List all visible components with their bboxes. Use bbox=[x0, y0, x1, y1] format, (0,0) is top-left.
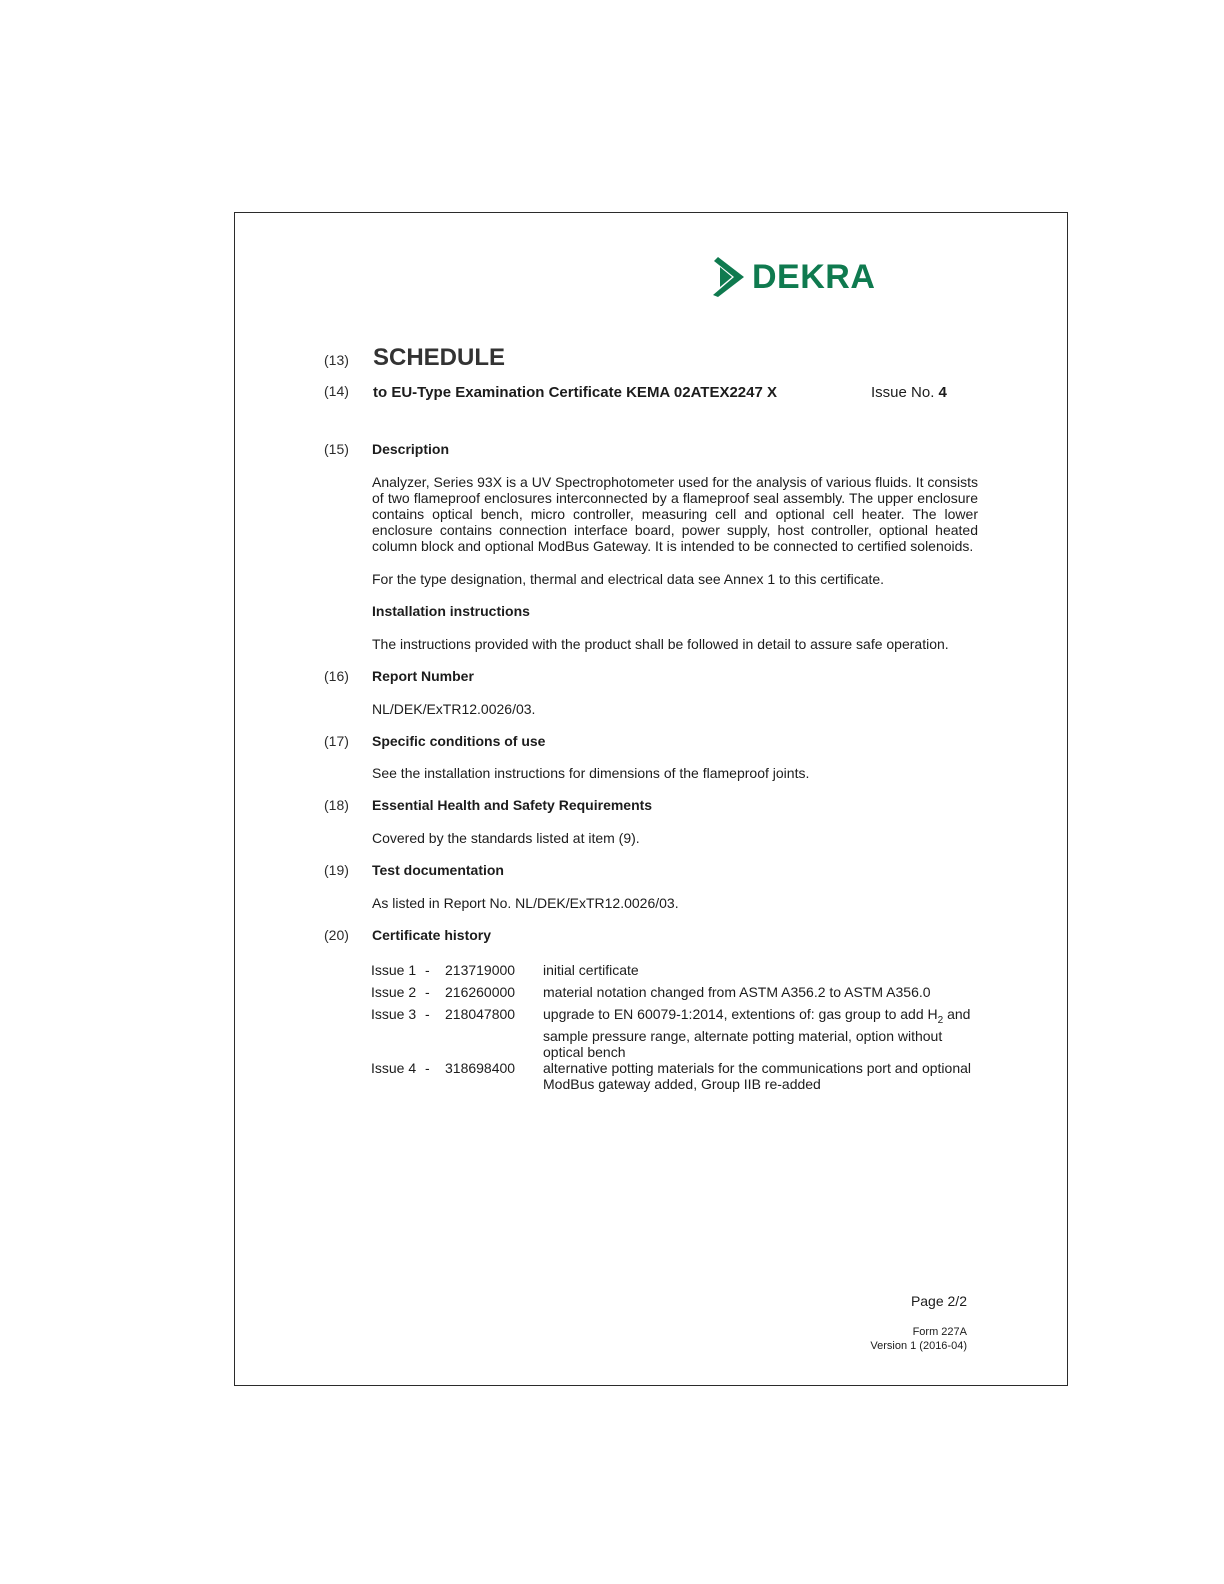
dekra-logo-text: DEKRA bbox=[752, 257, 876, 296]
form-number: Form 227A bbox=[912, 1326, 967, 1338]
history-description: material notation changed from ASTM A356.2 to ASTM A356.0 bbox=[543, 983, 931, 1000]
history-issue: Issue 4 bbox=[371, 1060, 417, 1077]
conditions-heading: Specific conditions of use bbox=[372, 733, 546, 749]
history-dash: - bbox=[425, 983, 430, 1000]
history-number: 216260000 bbox=[445, 983, 516, 1000]
description-text: Analyzer, Series 93X is a UV Spectrophotometer used for the analysis of various fluids. It consists of two flameproof enclosures interconnected by a flameproof seal assembly. The upper enclosure contains optical bench, micro controller, measuring cell and optional cell heater. The lower enclosure contains connection interface board, power supply, host controller, optional heated column block and optional ModBus Gateway. It is intended to be connected to certified solenoids. bbox=[372, 474, 978, 554]
item-number-18: (18) bbox=[324, 797, 349, 813]
history-description: upgrade to EN 60079-1:2014, extentions of: gas group to add $H_2$ and sample pressure range, alternate potting material, option without optical bench bbox=[543, 1005, 971, 1061]
history-issue: Issue 1 bbox=[371, 962, 417, 978]
issue-label: Issue No. bbox=[871, 384, 935, 401]
history-row bbox=[371, 1006, 981, 1061]
certificate-history-heading: Certificate history bbox=[372, 927, 492, 943]
ehsr-heading: Essential Health and Safety Requirements bbox=[372, 797, 653, 813]
item-number-17: (17) bbox=[324, 733, 349, 749]
ehsr-text: Covered by the standards listed at item (9). bbox=[372, 830, 640, 846]
history-description: initial certificate bbox=[543, 962, 639, 978]
item-number-20: (20) bbox=[324, 927, 349, 943]
description-heading: Description bbox=[372, 441, 450, 457]
history-row bbox=[371, 984, 981, 1006]
issue-number bbox=[871, 384, 947, 401]
history-dash: - bbox=[425, 1060, 430, 1077]
form-version bbox=[870, 1325, 967, 1353]
issue-value: 4 bbox=[938, 384, 947, 401]
certificate-subtitle: to EU-Type Examination Certificate KEMA 02ATEX2247 X bbox=[373, 384, 777, 401]
history-description: alternative potting materials for the communications port and optional ModBus gateway added, Group IIB re-added bbox=[543, 1060, 972, 1093]
test-documentation-text: As listed in Report No. NL/DEK/ExTR12.0026/03. bbox=[372, 895, 679, 911]
history-row bbox=[371, 962, 981, 984]
dekra-arrow-icon bbox=[712, 255, 746, 299]
history-number: 218047800 bbox=[445, 1005, 516, 1022]
version-number: Version 1 (2016-04) bbox=[870, 1340, 967, 1352]
report-number-heading: Report Number bbox=[372, 668, 474, 684]
test-documentation-heading: Test documentation bbox=[372, 862, 504, 878]
item-number-13: (13) bbox=[324, 352, 349, 368]
dekra-logo bbox=[712, 255, 875, 299]
history-number: 213719000 bbox=[445, 962, 516, 978]
item-number-16: (16) bbox=[324, 668, 349, 684]
history-number: 318698400 bbox=[445, 1060, 516, 1077]
page-title: SCHEDULE bbox=[373, 344, 506, 371]
installation-heading: Installation instructions bbox=[372, 603, 530, 619]
certificate-history-table bbox=[371, 962, 981, 1098]
page-number: Page 2/2 bbox=[910, 1293, 967, 1309]
history-dash: - bbox=[425, 1005, 430, 1022]
history-issue: Issue 3 bbox=[371, 1005, 417, 1022]
conditions-text: See the installation instructions for dimensions of the flameproof joints. bbox=[372, 765, 810, 781]
installation-text: The instructions provided with the product shall be followed in detail to assure safe operation. bbox=[372, 636, 949, 652]
history-dash: - bbox=[425, 962, 430, 978]
history-row bbox=[371, 1060, 981, 1098]
report-number-text: NL/DEK/ExTR12.0026/03. bbox=[372, 701, 536, 717]
item-number-14: (14) bbox=[324, 383, 349, 399]
item-number-19: (19) bbox=[324, 862, 349, 878]
type-designation-text: For the type designation, thermal and electrical data see Annex 1 to this certificate. bbox=[372, 571, 885, 587]
item-number-15: (15) bbox=[324, 441, 349, 457]
history-issue: Issue 2 bbox=[371, 983, 417, 1000]
